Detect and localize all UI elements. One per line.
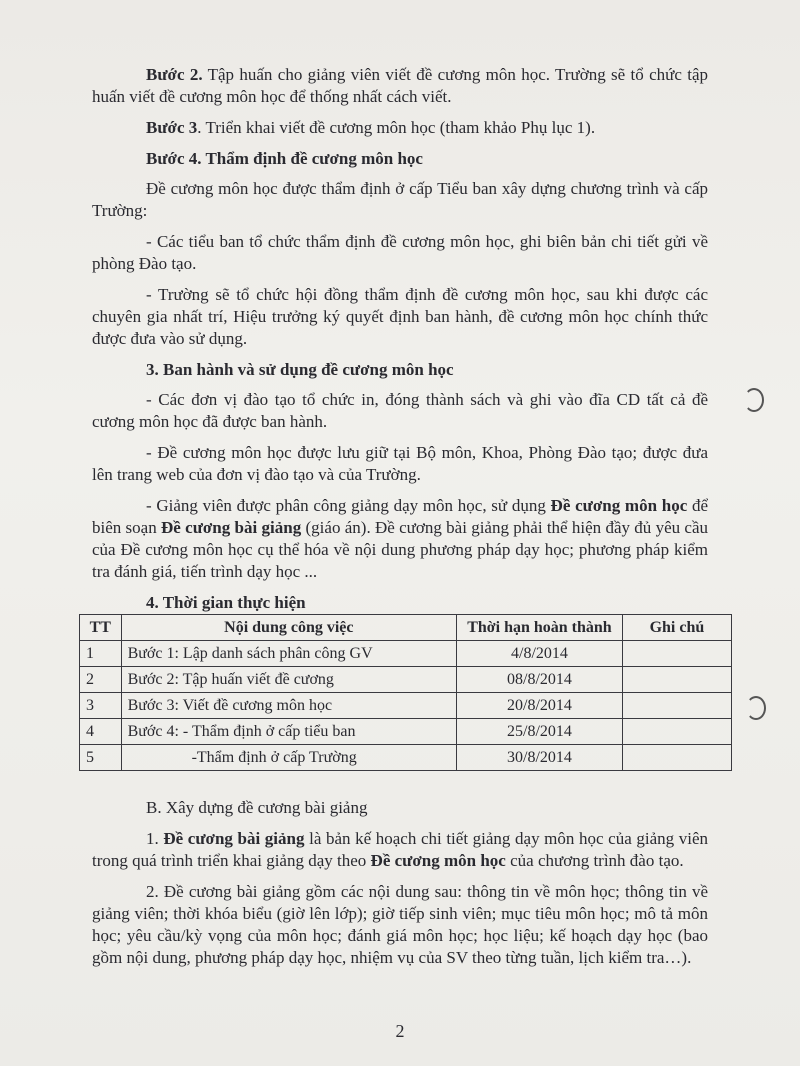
section3-p3-e: (giáo án). Đề cương bài giảng phải thể hiện đầy đủ yêu cầu của Đề cương môn học cụ thể hóa về nội dung phương pháp dạy học; phương pháp kiểm tra đánh giá, tiến trình dạy học ...: [92, 518, 709, 581]
step4-paragraph-2: - Các tiểu ban tổ chức thẩm định đề cương môn học, ghi biên bản chi tiết gửi về phòng Đào tạo.: [92, 232, 708, 273]
cell-deadline: 4/8/2014: [457, 641, 623, 667]
page-number: 2: [395, 1021, 405, 1041]
binder-hole-icon: [744, 388, 764, 412]
table-header-row: [80, 615, 732, 641]
cell-task: -Thẩm định ở cấp Trường: [121, 745, 457, 771]
section3-paragraph-1: - Các đơn vị đào tạo tổ chức in, đóng thành sách và ghi vào đĩa CD tất cả đề cương môn học đã được ban hành.: [92, 390, 708, 431]
part-b-heading: B. Xây dựng đề cương bài giảng: [146, 798, 368, 817]
b1-a: 1.: [146, 829, 164, 848]
b1-d: Đề cương môn học: [370, 851, 506, 870]
cell-note: [622, 641, 731, 667]
step4-paragraph-1: Đề cương môn học được thẩm định ở cấp Tiểu ban xây dựng chương trình và cấp Trường:: [92, 179, 708, 220]
step3-text: . Triển khai viết đề cương môn học (tham khảo Phụ lục 1).: [197, 118, 596, 137]
table-row: [80, 719, 732, 745]
table-row: [80, 667, 732, 693]
section3-paragraph-3: [92, 495, 708, 583]
cell-deadline: 25/8/2014: [457, 719, 623, 745]
b1-c: là bản kế hoạch chi tiết giảng dạy môn học của giảng viên trong quá trình triển khai giảng dạy theo: [92, 829, 709, 870]
b1-b: Đề cương bài giảng: [163, 829, 305, 848]
section3-heading: 3. Ban hành và sử dụng đề cương môn học: [146, 360, 454, 379]
cell-task: Bước 3: Viết đề cương môn học: [121, 693, 457, 719]
cell-note: [622, 745, 731, 771]
header-tt: TT: [80, 615, 122, 641]
cell-note: [622, 719, 731, 745]
cell-deadline: 20/8/2014: [457, 693, 623, 719]
section3-p3-b: Đề cương môn học: [550, 496, 688, 515]
header-note: Ghi chú: [622, 615, 731, 641]
step3-label: Bước 3: [146, 118, 198, 137]
section4-heading: 4. Thời gian thực hiện: [146, 593, 306, 612]
cell-tt: 1: [80, 641, 122, 667]
schedule-table: [79, 614, 732, 771]
cell-task: Bước 1: Lập danh sách phân công GV: [121, 641, 457, 667]
section3-p3-a: - Giảng viên được phân công giảng dạy môn học, sử dụng: [146, 496, 551, 515]
cell-tt: 3: [80, 693, 122, 719]
step2-label: Bước 2.: [146, 65, 203, 84]
section3-paragraph-2: - Đề cương môn học được lưu giữ tại Bộ môn, Khoa, Phòng Đào tạo; được đưa lên trang web của đơn vị đào tạo và của Trường.: [92, 443, 708, 484]
step2-paragraph: [92, 64, 708, 108]
cell-deadline: 08/8/2014: [457, 667, 623, 693]
section3-p3-d: Đề cương bài giảng: [161, 518, 302, 537]
cell-task: Bước 4: - Thẩm định ở cấp tiểu ban: [121, 719, 457, 745]
section3-p3-c: để biên soạn: [92, 496, 709, 537]
binder-hole-icon: [746, 696, 766, 720]
header-deadline: Thời hạn hoàn thành: [457, 615, 623, 641]
cell-deadline: 30/8/2014: [457, 745, 623, 771]
step3-paragraph: [92, 117, 708, 139]
cell-note: [622, 693, 731, 719]
cell-tt: 5: [80, 745, 122, 771]
step2-text: Tập huấn cho giảng viên viết đề cương môn học. Trường sẽ tổ chức tập huấn viết đề cương môn học để thống nhất cách viết.: [92, 65, 709, 106]
step4-paragraph-3: - Trường sẽ tổ chức hội đồng thẩm định đề cương môn học, sau khi được các chuyên gia nhất trí, Hiệu trưởng ký quyết định ban hành, đề cương môn học chính thức được đưa vào sử dụng.: [92, 285, 708, 348]
header-task: Nội dung công việc: [121, 615, 457, 641]
cell-tt: 4: [80, 719, 122, 745]
part-b-paragraph-1: [92, 828, 708, 872]
table-row: [80, 693, 732, 719]
table-row: [80, 641, 732, 667]
b1-e: của chương trình đào tạo.: [505, 851, 684, 870]
step4-heading: Bước 4. Thẩm định đề cương môn học: [146, 149, 423, 168]
part-b-paragraph-2: 2. Đề cương bài giảng gồm các nội dung sau: thông tin về môn học; thông tin về giảng viên; thời khóa biểu (giờ lên lớp); giờ tiếp sinh viên; mục tiêu môn học; mô tả môn học; yêu cầu/kỳ vọng của môn học; đánh giá môn học; học liệu; kế hoạch dạy học (bao gồm nội dung, phương pháp dạy học, nhiệm vụ của SV theo từng tuần, lịch kiểm tra…).: [92, 882, 708, 967]
cell-task: Bước 2: Tập huấn viết đề cương: [121, 667, 457, 693]
cell-note: [622, 667, 731, 693]
table-row: [80, 745, 732, 771]
cell-tt: 2: [80, 667, 122, 693]
